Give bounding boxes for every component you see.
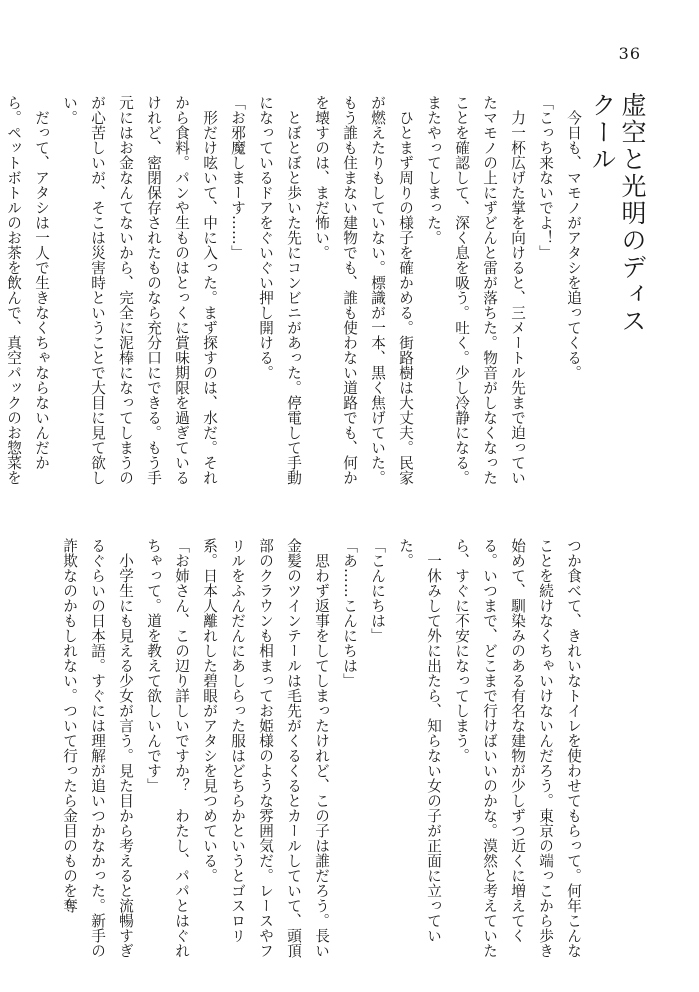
text-block-bottom <box>61 538 587 958</box>
dialogue-line: 「お姉さん、この辺り詳しいですか？ わたし、パパとはぐれちゃって。道を教えて欲しいんです」 <box>145 538 190 958</box>
page-number: 36 <box>618 44 641 63</box>
text-block-top <box>5 95 587 491</box>
paragraph: 形だけ呟いて、中に入った。まず探すのは、水だ。それから食料。パンや生ものはとっくに賞味期限を過ぎているけれど、密閉保存されたものなら充分口にできる。もう手元にはお金なんてないから、完全に泥棒になってしまうのが心苦しいが、そこは災害時ということで大目に見て欲しい。 <box>61 95 218 485</box>
dialogue-line: 「お邪魔しまーす……」 <box>229 95 246 260</box>
paragraph: だって、アタシは一人で生きなくちゃならないんだから。ペットボトルのお茶を飲んで、真空パックのお惣菜を <box>5 95 50 485</box>
chapter-title: 虚空と光明のディスクール <box>588 92 647 335</box>
dialogue-line: 「あ……こんにちは」 <box>341 538 358 688</box>
paragraph: とぼとぼと歩いた先にコンビニがあった。停電して手動になっているドアをぐいぐい押し開ける。 <box>257 95 302 485</box>
paragraph: 思わず返事をしてしまったけれど、この子は誰だろう。長い金髪のツインテールは毛先がくるくるとカールしていて、頭頂部のクラウンも相まってお姫様のような雰囲気だ。レースやフリルをふんだんにあしらった服はどちらかというとゴスロリ系。日本人離れした碧眼がアタシを見つめている。 <box>201 538 330 958</box>
paragraph: 力一杯広げた掌を向けると、三メートル先まで迫っていたマモノの上にずどんと雷が落ちた。物音がしなくなったことを確認して、深く息を吸う。吐く。少し冷静になる。またやってしまった。 <box>425 95 526 485</box>
paragraph: 小学生にも見える少女が言う。見た目から考えると流暢すぎるぐらいの日本語。すぐには理解が追いつかなかった。新手の詐欺なのかもしれない。ついて行ったら金目のものを奪 <box>61 538 134 958</box>
paragraph: 一休みして外に出たら、知らない女の子が正面に立っていた。 <box>397 538 442 943</box>
paragraph-continuation: つか食べて、きれいなトイレを使わせてもらって。何年こんなことを続けなくちゃいけないんだろう。東京の端っこから歩き始めて、馴染みのある有名な建物が少しずつ近くに増えてくる。いつまで、どこまで行けばいいのかな。漠然と考えていたら、すぐに不安になってしまう。 <box>453 538 582 958</box>
dialogue-line: 「こっち来ないでよ！」 <box>537 95 554 260</box>
dialogue-line: 「こんにちは」 <box>369 538 386 643</box>
paragraph: 今日も、マモノがアタシを追ってくる。 <box>565 109 582 380</box>
paragraph: ひとまず周りの様子を確かめる。街路樹は大丈夫。民家が燃えたりもしていない。標識が一本、黒く焦げていた。もう誰も住まない建物でも、誰も使わない道路でも、何かを壊すのは、まだ怖い。 <box>313 95 414 485</box>
